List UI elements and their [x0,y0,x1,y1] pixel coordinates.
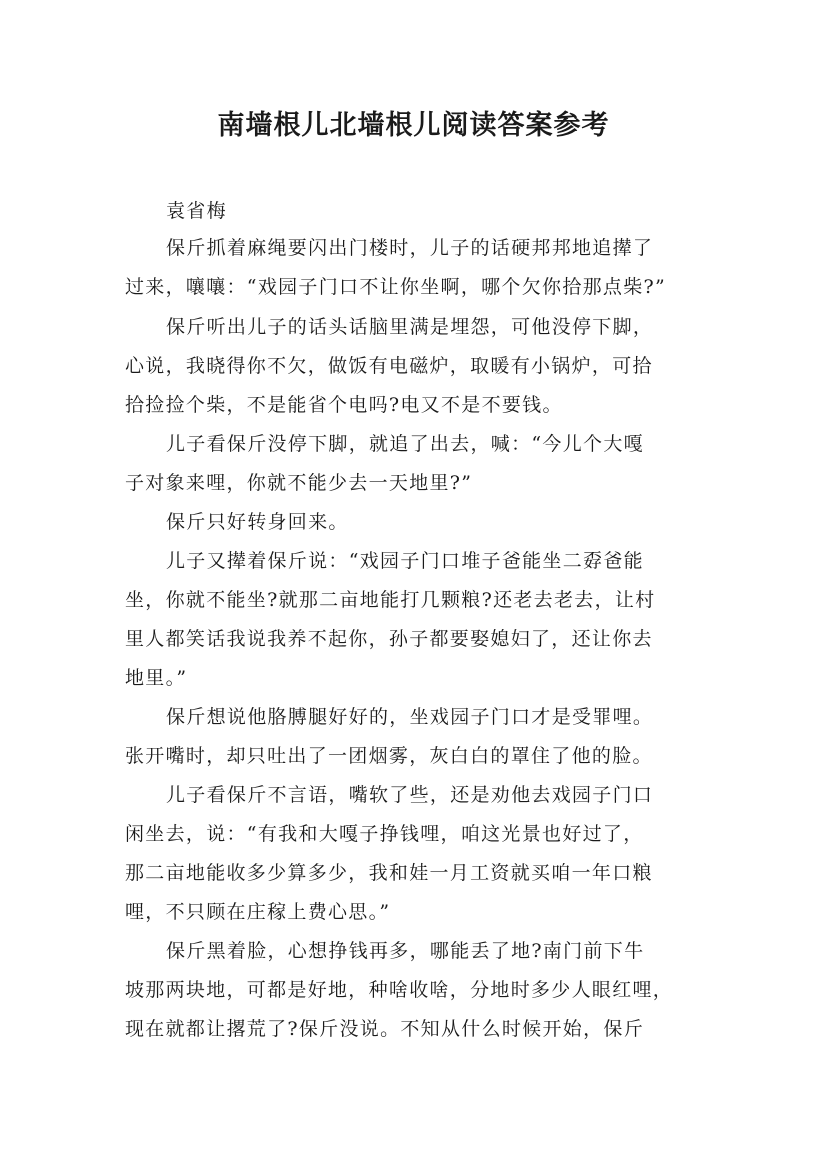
author-line: 袁省梅 [166,200,227,222]
text-line: 地里。” [125,667,188,689]
text-line: 现在就都让撂荒了?保斤没说。不知从什么时候开始，保斤 [125,1018,644,1040]
text-line: 过来，嚷嚷：“戏园子门口不让你坐啊，哪个欠你拾那点柴?” [125,276,667,298]
text-line: 保斤听出儿子的话头话脑里满是埋怨，可他没停下脚， [166,316,654,338]
text-line: 闲坐去，说：“有我和大嘎子挣钱哩，咱这光景也好过了， [125,823,644,845]
text-line: 保斤抓着麻绳要闪出门楼时，儿子的话硬邦邦地追撵了 [166,237,654,259]
text-line: 心说，我晓得你不欠，做饭有电磁炉，取暖有小锅炉，可拾 [125,355,653,377]
text-line: 坐，你就不能坐?就那二亩地能打几颗粮?还老去老去，让村 [125,589,656,611]
text-line: 保斤黑着脸，心想挣钱再多，哪能丢了地?南门前下牛 [166,940,645,962]
text-line: 坡那两块地，可都是好地，种啥收啥，分地时多少人眼红哩， [125,979,674,1001]
text-line: 张开嘴时，却只吐出了一团烟雾，灰白白的罩住了他的脸。 [125,745,653,767]
text-line: 那二亩地能收多少算多少，我和娃一月工资就买咱一年口粮 [125,862,653,884]
text-line: 哩，不只顾在庄稼上费心思。” [125,901,391,923]
document-title: 南墙根儿北墙根儿阅读答案参考 [217,110,610,141]
text-line: 拾捡捡个柴，不是能省个电吗?电又不是不要钱。 [125,394,563,416]
text-line: 儿子看保斤没停下脚，就追了出去，喊：“今儿个大嘎 [166,433,644,455]
text-line: 里人都笑话我说我养不起你，孙子都要娶媳妇了，还让你去 [125,628,653,650]
text-line: 儿子看保斤不言语，嘴软了些，还是劝他去戏园子门口 [166,784,654,806]
text-line: 儿子又撵着保斤说：“戏园子门口堆子爸能坐二孬爸能 [166,550,644,572]
text-line: 子对象来哩，你就不能少去一天地里?” [125,472,473,494]
text-line: 保斤只好转身回来。 [166,511,349,533]
text-line: 保斤想说他胳膊腿好好的，坐戏园子门口才是受罪哩。 [166,706,654,728]
